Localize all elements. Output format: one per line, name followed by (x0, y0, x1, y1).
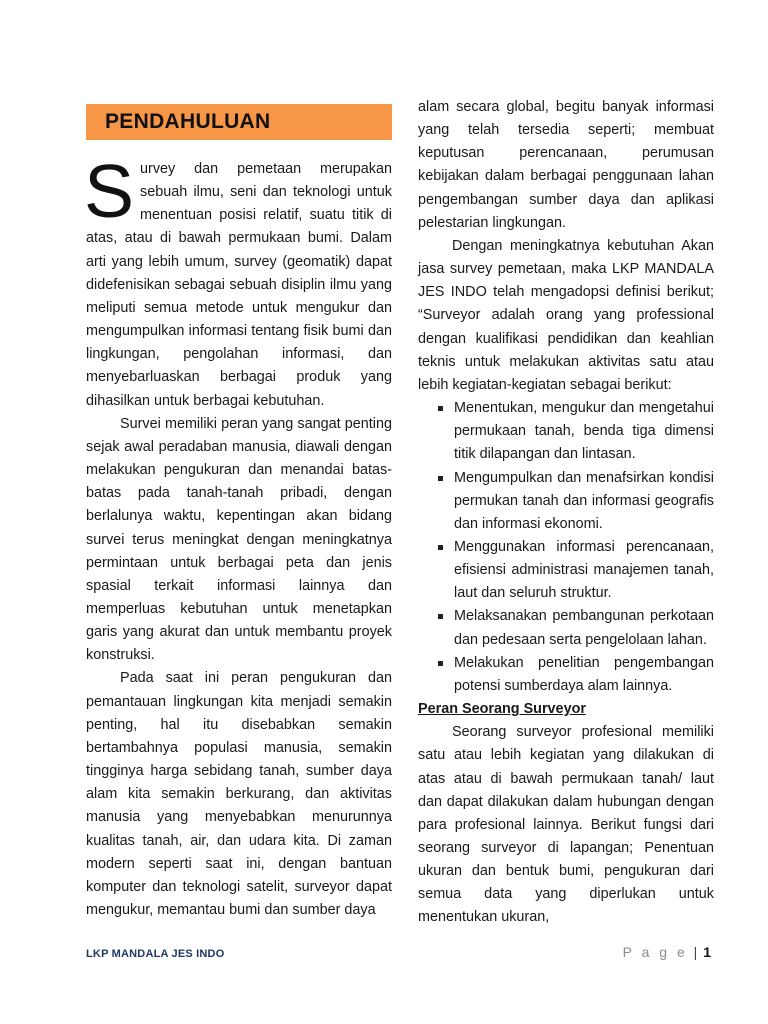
paragraph-pengukuran: Pada saat ini peran pengukuran dan pemantauan lingkungan kita menjadi semakin penting, hal itu disebabkan semakin bertambahnya populasi manusia, semakin tingginya harga sebidang tanah, sumber daya alam kita semakin berkurang, dan aktivitas manusia yang menyebabkan menurunnya kualitas tanah, air, dan udara kita. Di zaman modern seperti saat ini, dengan bantuan komputer dan teknologi satelit, surveyor dapat mengukur, memantau bumi dan sumber daya (86, 670, 392, 918)
page-separator: | (693, 944, 698, 960)
section-heading: PENDAHULUAN (105, 110, 271, 134)
drop-cap: S (84, 149, 135, 233)
footer-org-name: LKP MANDALA JES INDO (86, 948, 225, 960)
list-item: Menentukan, mengukur dan mengetahui permukaan tanah, benda tiga dimensi titik dilapangan dan lintasan. (418, 397, 714, 466)
page-number-footer (623, 944, 711, 960)
list-item: Melakukan penelitian pengembangan potensi sumberdaya alam lainnya. (418, 652, 714, 698)
section-heading-box (86, 104, 392, 140)
page-label: P a g e (622, 944, 688, 960)
list-item: Menggunakan informasi perencanaan, efisiensi administrasi manajemen tanah, laut dan seluruh struktur. (418, 536, 714, 605)
page-number: 1 (703, 944, 711, 960)
intro-block (84, 149, 392, 413)
left-column (86, 96, 392, 922)
activity-list (418, 397, 714, 698)
right-column (418, 96, 714, 930)
intro-paragraph: urvey dan pemetaan merupakan sebuah ilmu, seni dan teknologi untuk menentuan posisi relatif, suatu titik di atas, atau di bawah permukaan bumi. Dalam arti yang lebih umum, survey (geomatik) dapat didefenisikan sebagai sebuah disiplin ilmu yang meliputi semua metode untuk mengukur dan mengumpulkan informasi tentang fisik bumi dan lingkungan, pengolahan informasi, dan menyebarluaskan berbagai produk yang dihasilkan untuk berbagai kebutuhan. (86, 161, 392, 409)
list-item: Mengumpulkan dan menafsirkan kondisi permukan tanah dan informasi geografis dan informasi ekonomi. (418, 467, 714, 536)
list-item: Melaksanakan pembangunan perkotaan dan pedesaan serta pengelolaan lahan. (418, 605, 714, 651)
paragraph-survei: Survei memiliki peran yang sangat penting sejak awal peradaban manusia, diawali dengan melakukan pengukuran dan menandai batas-batas pada tanah-tanah pribadi, dengan berlalunya waktu, kepentingan akan bidang survei terus meningkat dengan meningkatnya permintaan untuk berbagai peta dan jenis spasial terkait informasi lainnya dan memperluas kebutuhan untuk menetapkan garis yang akurat dan untuk membantu proyek konstruksi. (86, 415, 392, 664)
paragraph-surveyor: Seorang surveyor profesional memiliki satu atau lebih kegiatan yang dilakukan di atas atau di bawah permukaan tanah/ laut dan dapat dilakukan dalam hubungan dengan para profesional lainnya. Berikut fungsi dari seorang surveyor di lapangan; Penentuan ukuran dan bentuk bumi, pengukuran dari semua data yang diperlukan untuk menentukan ukuran, (418, 724, 714, 926)
paragraph-kebutuhan: Dengan meningkatnya kebutuhan Akan jasa survey pemetaan, maka LKP MANDALA JES INDO telah mengadopsi definisi berikut; “Surveyor adalah orang yang professional dengan kualifikasi pendidikan dan keahlian teknis untuk melakukan aktivitas satu atau lebih kegiatan-kegiatan sebagai berikut: (418, 237, 714, 393)
subheading-surveyor: Peran Seorang Surveyor (418, 701, 586, 718)
continuation-paragraph: alam secara global, begitu banyak informasi yang telah tersedia seperti; membuat keputusan perencanaan, perumusan kebijakan dalam berbagai penggunaan lahan pengembangan sumber daya dan aplikasi pelestarian lingkungan. (418, 99, 714, 231)
